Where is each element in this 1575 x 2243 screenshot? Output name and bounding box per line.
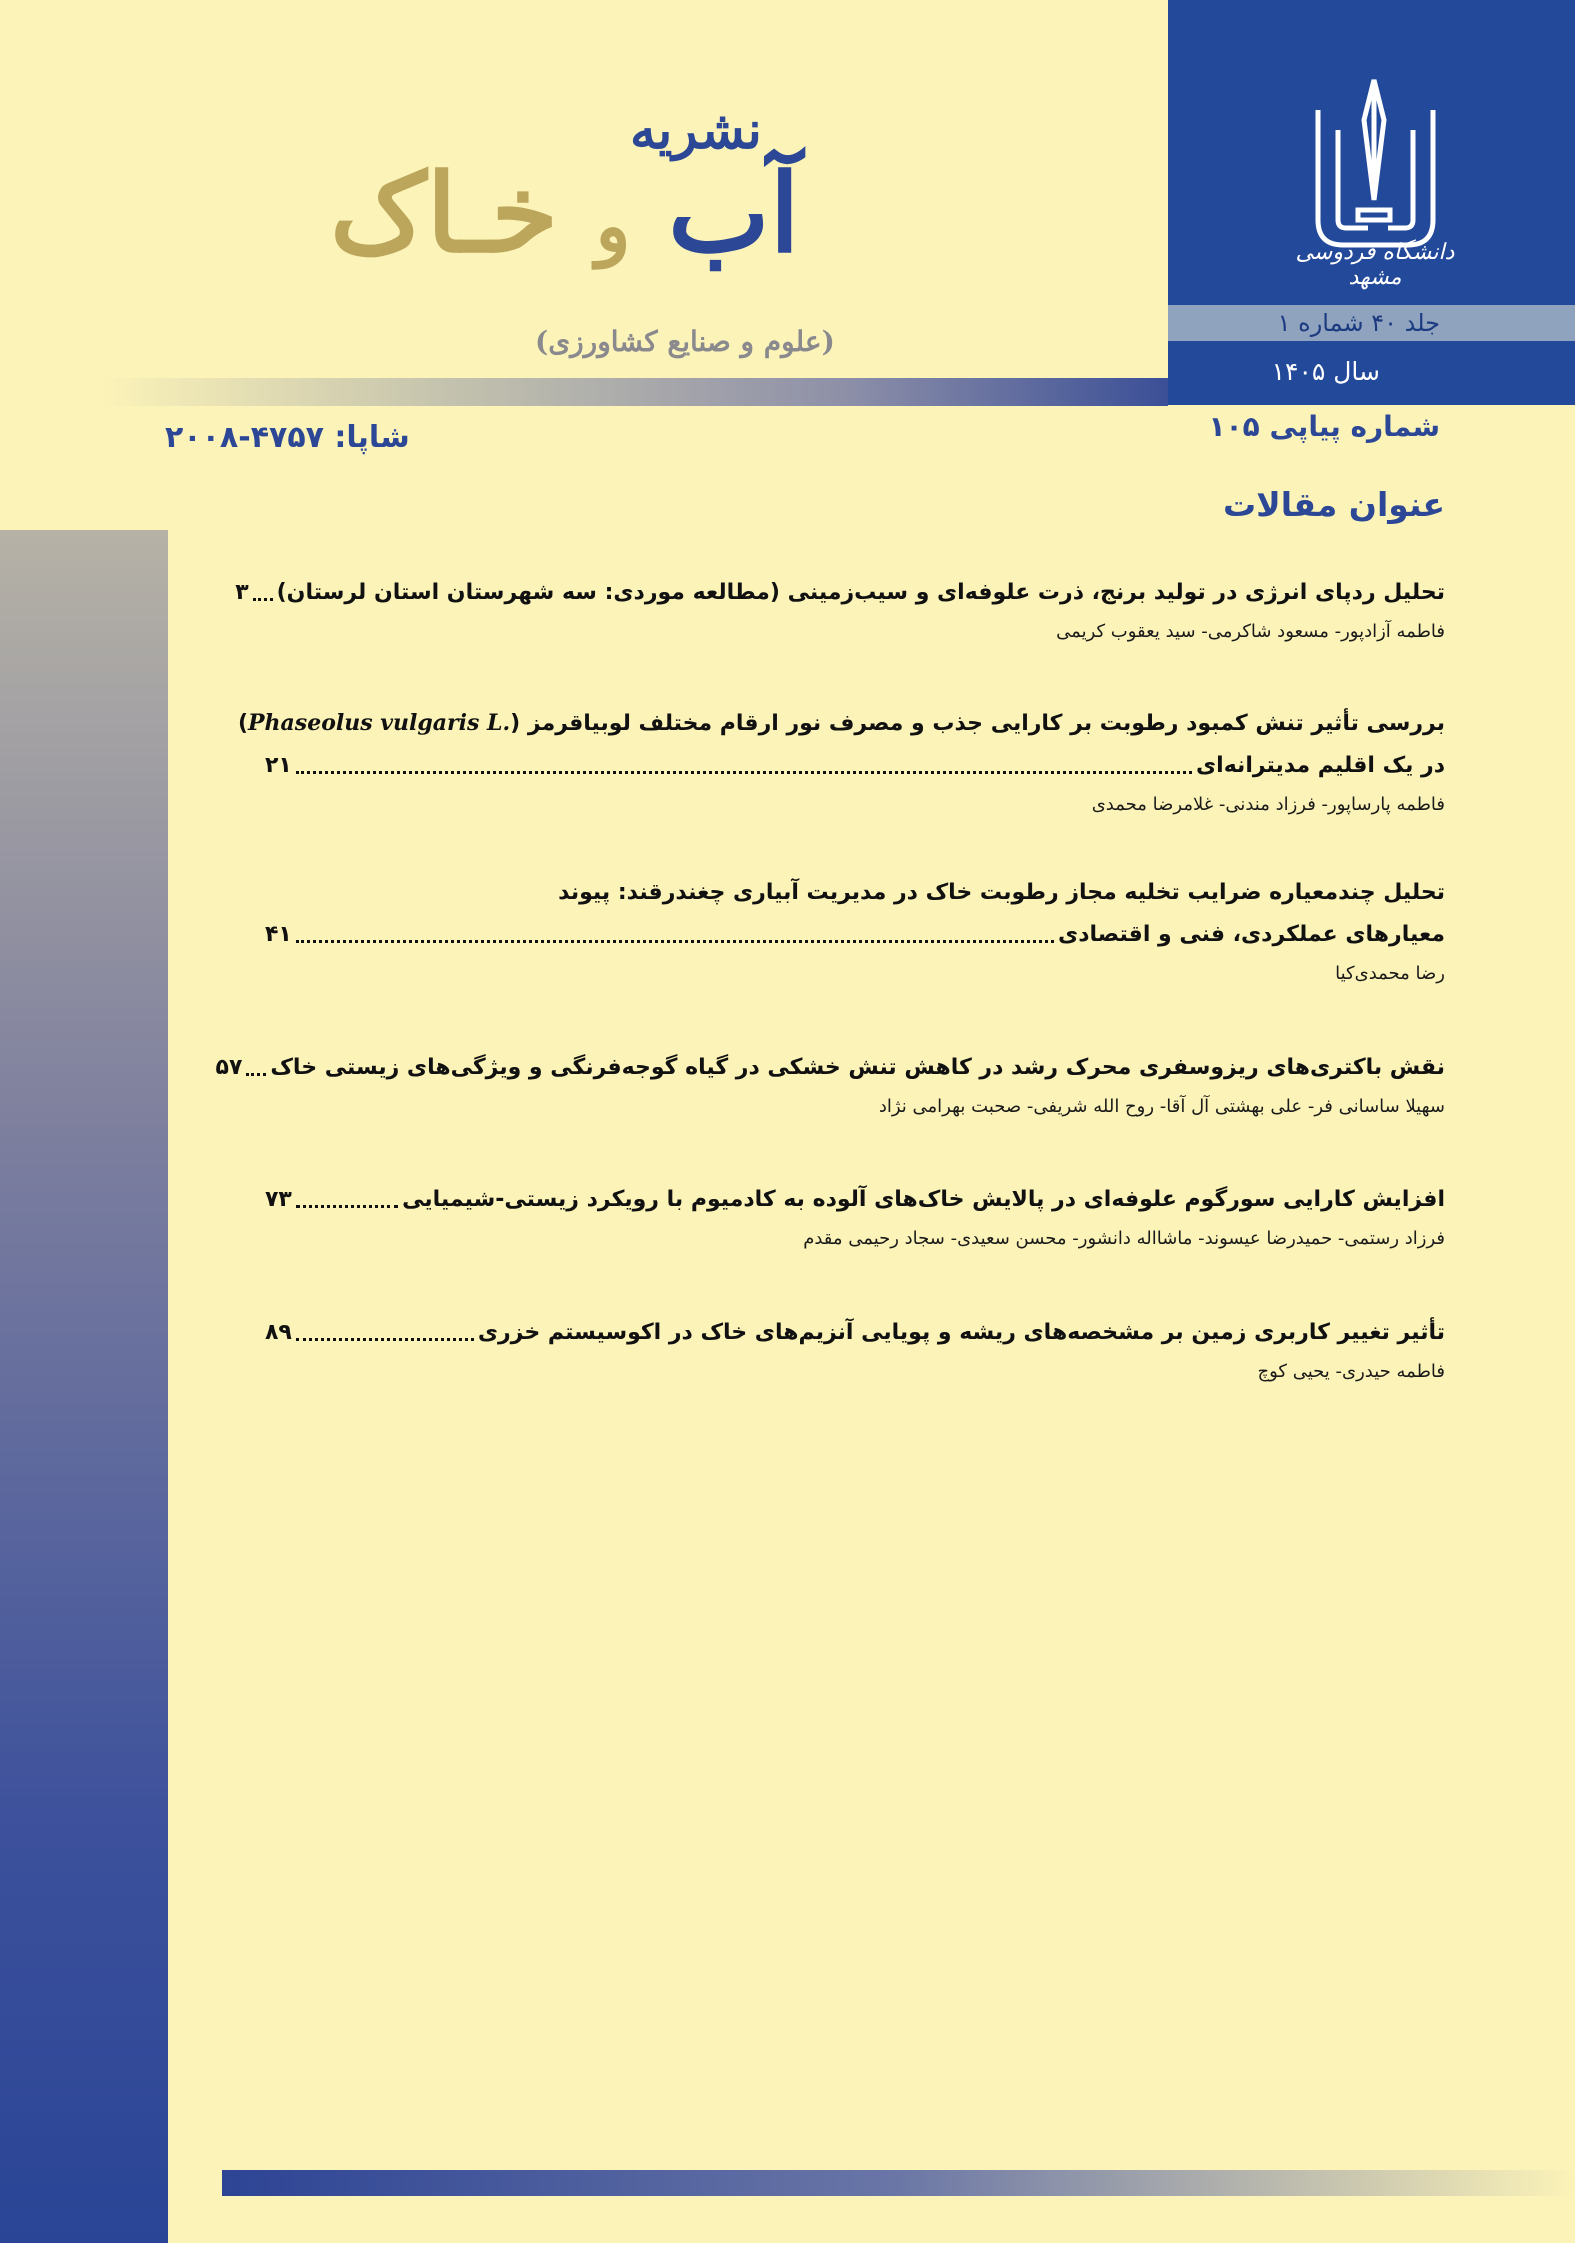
journal-subtitle: (علوم و صنایع کشاورزی) (535, 325, 835, 358)
journal-title-khak: خـاک (330, 151, 558, 277)
leader-dots (296, 1338, 474, 1341)
article-entry (215, 1050, 1445, 1120)
journal-title (330, 151, 800, 277)
article-entry (237, 705, 1445, 818)
contents-heading: عنوان مقالات (1223, 485, 1445, 524)
article-title-continued[interactable]: در یک اقلیم مدیترانه‌ای (1196, 753, 1445, 778)
article-authors: فرزاد رستمی- حمیدرضا عیسوند- ماشااله دانشور- محسن سعیدی- سجاد رحیمی مقدم (803, 1228, 1445, 1249)
header-divider (100, 378, 1168, 406)
journal-title-prefix: نشریه (630, 100, 762, 161)
article-entry (265, 1315, 1445, 1385)
university-name: دانشگاه فردوسی مشهد (1295, 240, 1455, 290)
journal-title-va: و (595, 183, 631, 268)
article-entry (265, 875, 1445, 987)
article-entry (265, 1182, 1445, 1252)
article-title[interactable] (238, 705, 1445, 742)
publication-year: سال ۱۴۰۵ (1271, 357, 1380, 386)
article-page: ۷۳ (265, 1187, 292, 1212)
article-page: ۴۱ (265, 922, 292, 947)
leader-dots (296, 771, 1192, 774)
article-entry (235, 575, 1445, 645)
article-title[interactable]: افزایش کارایی سورگوم علوفه‌ای در پالایش خاک‌های آلوده به کادمیوم با رویکرد زیستی-شیمیایی (402, 1187, 1445, 1212)
article-page: ۳ (235, 580, 249, 605)
article-title[interactable]: تحلیل ردپای انرژی در تولید برنج، ذرت علوفه‌ای و سیب‌زمینی (مطالعه موردی: سه شهرستان استان لرستان) (276, 580, 1445, 605)
article-authors: فاطمه پارساپور- فرزاد مندنی- غلامرضا محمدی (1091, 794, 1445, 815)
article-authors: سهیلا ساسانی فر- علی بهشتی آل آقا- روح الله شریفی- صحبت بهرامی نژاد (878, 1096, 1445, 1117)
serial-number: شماره پیاپی ۱۰۵ (1208, 410, 1440, 443)
article-title-continued[interactable]: معیارهای عملکردی، فنی و اقتصادی (1058, 922, 1445, 947)
leader-dots (246, 1073, 266, 1076)
leader-dots (253, 598, 273, 601)
footer-divider (222, 2170, 1575, 2196)
volume-issue: جلد ۴۰ شماره ۱ (1277, 309, 1440, 337)
article-page: ۵۷ (215, 1055, 243, 1080)
species-name: Phaseolus vulgaris L. (248, 710, 511, 736)
article-authors: فاطمه آزادپور- مسعود شاکرمی- سید یعقوب کریمی (1056, 621, 1445, 642)
journal-title-ab: آب (667, 151, 800, 277)
leader-dots (296, 1205, 398, 1208)
article-title-part: ) (237, 711, 249, 736)
issn: شاپا: ۴۷۵۷-۲۰۰۸ (165, 420, 410, 455)
article-authors: رضا محمدی‌کیا (1335, 963, 1445, 984)
article-title[interactable]: تحلیل چندمعیاره ضرایب تخلیه مجاز رطوبت خاک در مدیریت آبیاری چغندرقند: پیوند (558, 880, 1445, 905)
leader-dots (296, 940, 1054, 943)
left-gradient-bar (0, 530, 168, 2243)
article-title[interactable]: نقش باکتری‌های ریزوسفری محرک رشد در کاهش تنش خشکی در گیاه گوجه‌فرنگی و ویژگی‌های زیستی خاک (270, 1055, 1445, 1080)
article-authors: فاطمه حیدری- یحیی کوچ (1257, 1361, 1445, 1382)
article-title[interactable]: تأثیر تغییر کاربری زمین بر مشخصه‌های ریشه و پویایی آنزیم‌های خاک در اکوسیستم خزری (477, 1320, 1445, 1345)
article-page: ۲۱ (265, 753, 292, 778)
article-title-part: بررسی تأثیر تنش کمبود رطوبت بر کارایی جذب و مصرف نور ارقام مختلف لوبیاقرمز ( (510, 711, 1445, 736)
article-page: ۸۹ (265, 1320, 292, 1345)
